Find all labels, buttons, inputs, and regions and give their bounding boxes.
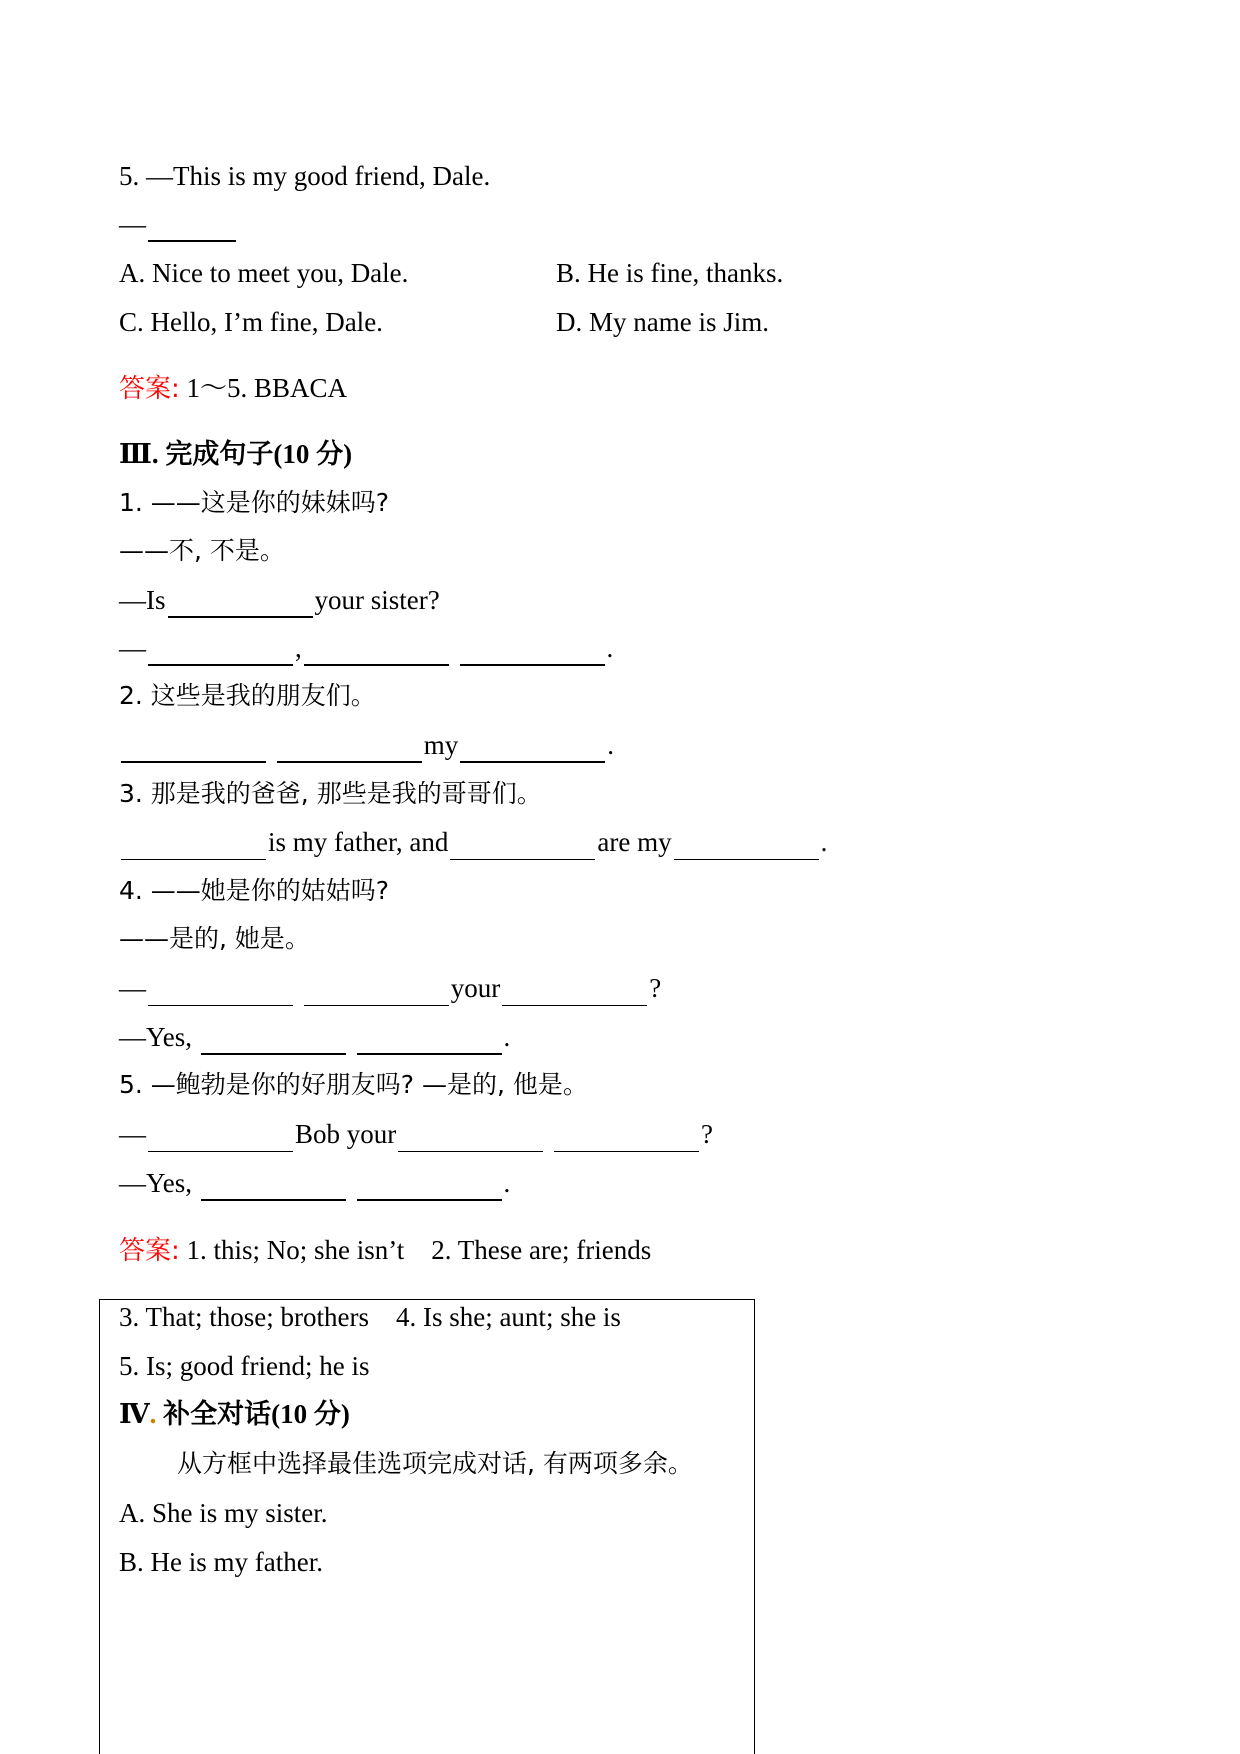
option-c: C. Hello, I’m fine, Dale. bbox=[119, 307, 383, 337]
sentence-3-chinese bbox=[119, 775, 542, 812]
answer-blank[interactable] bbox=[357, 1172, 502, 1201]
section-title-text: Ⅲ. 完成句子(10 分) bbox=[119, 439, 353, 469]
chinese-text: 1. ——这是你的妹妹吗? bbox=[119, 488, 390, 517]
chinese-text: 5. —鲍勃是你的好朋友吗? —是的, 他是。 bbox=[119, 1070, 588, 1099]
sentence-4-english-b bbox=[119, 1019, 510, 1055]
option-b: B. He is fine, thanks. bbox=[556, 258, 784, 288]
answer-label: 答案: bbox=[119, 374, 180, 404]
answer-key-1 bbox=[119, 370, 347, 407]
answer-blank[interactable] bbox=[304, 978, 449, 1006]
option-a: A. Nice to meet you, Dale. bbox=[119, 258, 409, 288]
options-row-1 bbox=[119, 255, 1019, 291]
chinese-text: ——不, 不是。 bbox=[119, 536, 285, 565]
answer-key-2-line-2: 3. That; those; brothers 4. Is she; aunt; she is bbox=[119, 1302, 621, 1332]
answer-blank[interactable] bbox=[460, 734, 605, 763]
sentence-2-english bbox=[119, 727, 614, 763]
sentence-1-english-a bbox=[119, 582, 440, 618]
answer-blank[interactable] bbox=[121, 832, 266, 860]
text: Bob your bbox=[295, 1119, 397, 1149]
answer-blank[interactable] bbox=[674, 832, 819, 860]
dash: — bbox=[119, 209, 146, 239]
sentence-1-chinese-b bbox=[119, 532, 285, 569]
text: my bbox=[423, 730, 459, 760]
answer-text: 1～5. BBACA bbox=[179, 373, 348, 403]
answer-key-2-line-3: 5. Is; good friend; he is bbox=[119, 1351, 370, 1381]
answer-blank[interactable] bbox=[398, 1124, 543, 1152]
text: . bbox=[820, 827, 828, 857]
box-option-a: A. She is my sister. bbox=[119, 1498, 328, 1528]
section-4-instruction bbox=[177, 1445, 693, 1482]
sentence-5-english-b bbox=[119, 1165, 510, 1201]
chinese-text: 4. ——她是你的姑姑吗? bbox=[119, 876, 390, 905]
text: ? bbox=[701, 1119, 713, 1149]
answer-blank[interactable] bbox=[201, 1172, 346, 1201]
title-dot: . bbox=[149, 1399, 157, 1429]
answer-label: 答案: bbox=[119, 1236, 180, 1266]
option-d: D. My name is Jim. bbox=[556, 307, 769, 337]
answer-blank[interactable] bbox=[502, 978, 647, 1006]
text: —Is bbox=[119, 585, 166, 615]
answer-blank[interactable] bbox=[148, 637, 293, 666]
answer-blank[interactable] bbox=[460, 637, 605, 666]
answer-blank[interactable] bbox=[450, 832, 595, 860]
answer-blank[interactable] bbox=[121, 734, 266, 763]
text: your sister? bbox=[314, 585, 440, 615]
text: are my bbox=[597, 827, 672, 857]
answer-key-2 bbox=[119, 1232, 651, 1269]
sentence-4-english-a bbox=[119, 970, 661, 1006]
text: . bbox=[606, 633, 614, 663]
answer-blank[interactable] bbox=[148, 978, 293, 1006]
answer-blank[interactable] bbox=[201, 1026, 346, 1055]
answer-blank[interactable] bbox=[277, 734, 422, 763]
answer-blank[interactable] bbox=[148, 1124, 293, 1152]
answer-blank[interactable] bbox=[304, 637, 449, 666]
sentence-4-chinese-b bbox=[119, 920, 310, 957]
sentence-5-chinese bbox=[119, 1066, 588, 1103]
text: is my father, and bbox=[268, 827, 449, 857]
question-5-prompt: 5. —This is my good friend, Dale. bbox=[119, 161, 491, 191]
roman-numeral: Ⅳ bbox=[119, 1399, 150, 1429]
sentence-3-english bbox=[119, 824, 827, 860]
answer-text: 1. this; No; she isn’t 2. These are; friends bbox=[179, 1235, 652, 1265]
chinese-text: 2. 这些是我的朋友们。 bbox=[119, 681, 376, 710]
sentence-1-chinese-a bbox=[119, 484, 389, 521]
text: —Yes, bbox=[119, 1168, 193, 1198]
box-option-b: B. He is my father. bbox=[119, 1547, 323, 1577]
text: . bbox=[503, 1022, 511, 1052]
chinese-text: 从方框中选择最佳选项完成对话, 有两项多余。 bbox=[177, 1449, 693, 1478]
section-3-title bbox=[119, 436, 352, 472]
section-4-title bbox=[119, 1396, 350, 1432]
text: . bbox=[607, 730, 615, 760]
text: . bbox=[503, 1168, 511, 1198]
question-5-answer-line bbox=[119, 206, 238, 242]
dash: — bbox=[119, 1119, 146, 1149]
sentence-5-english-a bbox=[119, 1116, 713, 1152]
text: , bbox=[295, 633, 302, 663]
answer-blank[interactable] bbox=[168, 589, 313, 618]
chinese-text: 3. 那是我的爸爸, 那些是我的哥哥们。 bbox=[119, 779, 542, 808]
dash: — bbox=[119, 633, 146, 663]
options-row-2 bbox=[119, 304, 1019, 340]
dash: — bbox=[119, 973, 146, 1003]
sentence-2-chinese bbox=[119, 677, 376, 714]
chinese-text: ——是的, 她是。 bbox=[119, 924, 310, 953]
answer-blank[interactable] bbox=[554, 1124, 699, 1152]
sentence-4-chinese-a bbox=[119, 872, 389, 909]
text: your bbox=[450, 973, 501, 1003]
text: ? bbox=[649, 973, 662, 1003]
sentence-1-english-b bbox=[119, 630, 613, 666]
answer-blank[interactable] bbox=[357, 1026, 502, 1055]
section-title-text: 补全对话(10 分) bbox=[156, 1399, 350, 1429]
answer-blank[interactable] bbox=[148, 213, 236, 242]
text: —Yes, bbox=[119, 1022, 193, 1052]
